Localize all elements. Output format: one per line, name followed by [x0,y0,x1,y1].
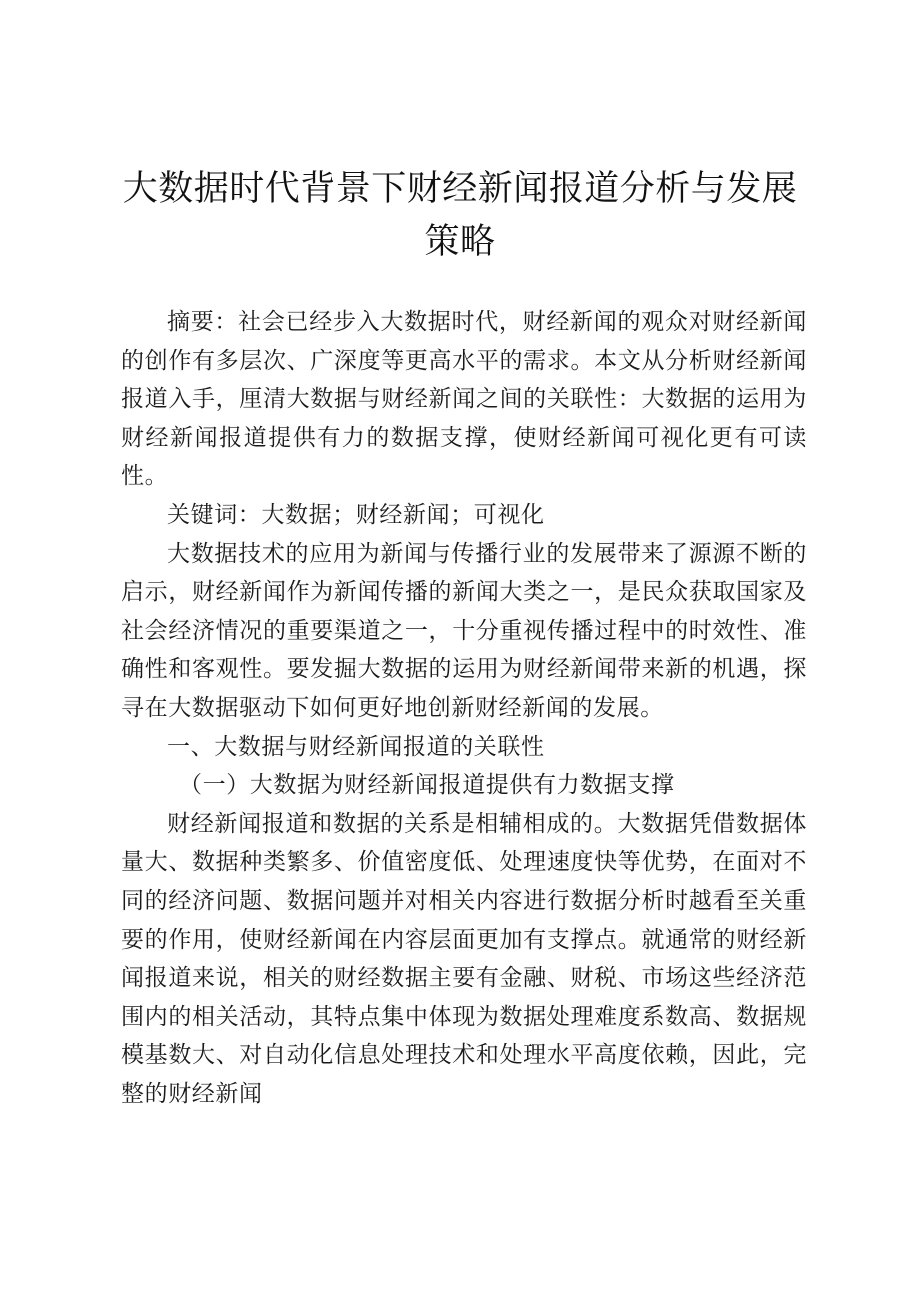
section-heading: 一、大数据与财经新闻报道的关联性 [167,733,545,760]
body-paragraph: 财经新闻报道和数据的关系是相辅相成的。大数据凭借数据体量大、数据种类繁多、价值密度低、处理速度快等优势，在面对不同的经济问题、数据问题并对相关内容进行数据分析时越看至关重要的作用，使财经新闻在内容层面更加有支撑点。就通常的财经新闻报道来说，相关的财经数据主要有金融、财税、市场这些经济范围内的相关活动，其特点集中体现为数据处理难度系数高、数据规模基数大、对自动化信息处理技术和处理水平高度依赖，因此，完整的财经新闻 [121,810,807,1107]
keywords-line: 关键词：大数据；财经新闻；可视化 [167,501,545,528]
subsection-heading: （一）大数据为财经新闻报道提供有力数据支撑 [179,772,675,799]
document-body [121,303,807,1113]
abstract-paragraph: 摘要：社会已经步入大数据时代，财经新闻的观众对财经新闻的创作有多层次、广深度等更高水平的需求。本文从分析财经新闻报道入手，厘清大数据与财经新闻之间的关联性：大数据的运用为财经新闻报道提供有力的数据支撑，使财经新闻可视化更有可读性。 [121,309,807,490]
document-title: 大数据时代背景下财经新闻报道分析与发展策略 [122,169,798,262]
intro-paragraph: 大数据技术的应用为新闻与传播行业的发展带来了源源不断的启示，财经新闻作为新闻传播的新闻大类之一，是民众获取国家及社会经济情况的重要渠道之一，十分重视传播过程中的时效性、准确性和客观性。要发掘大数据的运用为财经新闻带来新的机遇，探寻在大数据驱动下如何更好地创新财经新闻的发展。 [121,540,807,721]
